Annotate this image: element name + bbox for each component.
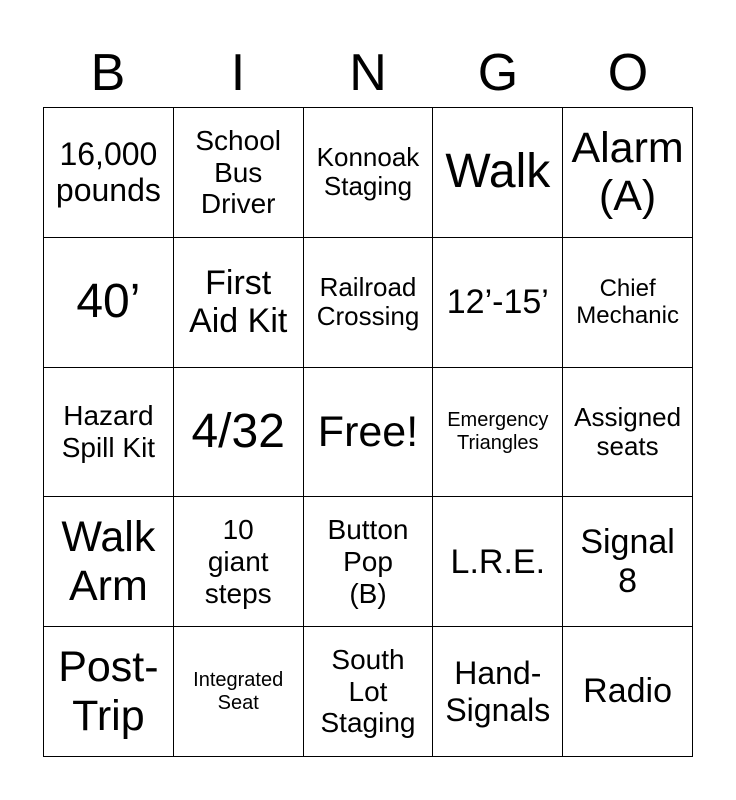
bingo-cell[interactable]: [174, 108, 304, 238]
cell-label: 16,000 pounds: [55, 136, 161, 209]
bingo-cell[interactable]: [44, 497, 174, 627]
cell-label: Alarm (A): [571, 123, 684, 221]
cell-label: Radio: [583, 672, 673, 711]
bingo-cell[interactable]: [433, 238, 563, 368]
cell-label: 4/32: [191, 404, 285, 458]
bingo-board: [43, 107, 693, 757]
bingo-cell[interactable]: [433, 108, 563, 238]
cell-label: Walk Arm: [61, 513, 156, 610]
cell-label: Hazard Spill Kit: [61, 400, 156, 463]
bingo-header: [43, 40, 693, 106]
cell-label: 40’: [76, 275, 141, 329]
cell-label: Assigned seats: [574, 401, 682, 461]
bingo-cell[interactable]: [174, 497, 304, 627]
bingo-cell[interactable]: [433, 627, 563, 757]
cell-label: 12’-15’: [446, 282, 549, 321]
bingo-cell[interactable]: [44, 627, 174, 757]
bingo-cell[interactable]: [304, 497, 434, 627]
bingo-cell[interactable]: [44, 108, 174, 238]
cell-label: Button Pop (B): [327, 514, 409, 609]
header-letter-n: N: [349, 44, 387, 102]
cell-label: Konnoak Staging: [316, 142, 420, 202]
cell-label: Signal 8: [580, 523, 675, 600]
cell-label: Walk: [445, 145, 551, 199]
cell-label: L.R.E.: [450, 542, 546, 581]
cell-label: Hand- Signals: [445, 655, 551, 728]
cell-label: Post- Trip: [58, 643, 159, 740]
header-letter-g: G: [477, 44, 519, 102]
bingo-cell[interactable]: [174, 368, 304, 498]
header-letter-o: O: [607, 44, 649, 102]
bingo-cell[interactable]: [304, 627, 434, 757]
cell-label: South Lot Staging: [320, 644, 416, 739]
bingo-cell[interactable]: [563, 497, 693, 627]
bingo-cell[interactable]: [563, 368, 693, 498]
bingo-cell[interactable]: [433, 497, 563, 627]
bingo-cell[interactable]: [433, 368, 563, 498]
free-space[interactable]: [304, 368, 434, 498]
bingo-cell[interactable]: [563, 627, 693, 757]
bingo-cell[interactable]: [174, 627, 304, 757]
cell-label: Emergency Triangles: [447, 409, 549, 454]
cell-label: First Aid Kit: [189, 263, 288, 341]
cell-label: Railroad Crossing: [316, 271, 420, 332]
bingo-cell[interactable]: [563, 238, 693, 368]
header-letter-b: B: [90, 44, 126, 102]
cell-label: Chief Mechanic: [576, 275, 679, 330]
bingo-cell[interactable]: [44, 368, 174, 498]
bingo-cell[interactable]: [304, 108, 434, 238]
cell-label: School Bus Driver: [195, 124, 281, 220]
cell-label: Free!: [317, 407, 419, 456]
header-letter-i: I: [230, 44, 246, 102]
cell-label: 10 giant steps: [204, 514, 272, 609]
bingo-cell[interactable]: [174, 238, 304, 368]
bingo-cell[interactable]: [304, 238, 434, 368]
cell-label: Integrated Seat: [193, 669, 284, 714]
bingo-cell[interactable]: [44, 238, 174, 368]
bingo-cell[interactable]: [563, 108, 693, 238]
